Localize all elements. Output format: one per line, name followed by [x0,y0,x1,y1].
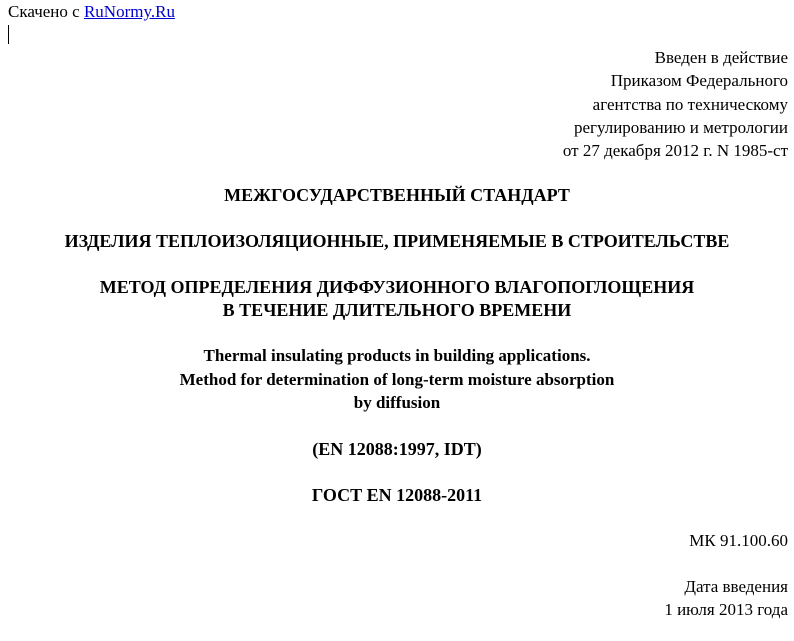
runormy-link[interactable]: RuNormy.Ru [83,2,175,21]
en-reference: (EN 12088:1997, IDT) [312,439,482,459]
gost-designation: ГОСТ EN 12088-2011 [311,485,483,505]
method-title-line-1: МЕТОД ОПРЕДЕЛЕНИЯ ДИФФУЗИОННОГО ВЛАГОПОГЛОЩЕНИЯ [99,277,695,297]
intro-date-label: Дата введения [684,577,788,596]
intro-line-1: Введен в действие [654,48,788,67]
english-title-line-1: Thermal insulating products in building applications. [203,346,591,365]
intro-line-5: от 27 декабря 2012 г. N 1985-ст [562,141,788,160]
english-title-line-2: Method for determination of long-term moisture absorption [179,370,615,389]
intro-line-4: регулированию и метрологии [573,118,788,137]
english-title-line-3: by diffusion [353,393,441,412]
text-cursor [8,25,9,44]
download-source [8,3,175,20]
mk-code: МК 91.100.60 [689,531,788,550]
intro-date-value: 1 июля 2013 года [664,600,788,619]
download-prefix: Скачено с [8,2,84,21]
standard-type-title: МЕЖГОСУДАРСТВЕННЫЙ СТАНДАРТ [224,185,570,205]
method-title-line-2: В ТЕЧЕНИЕ ДЛИТЕЛЬНОГО ВРЕМЕНИ [222,300,572,320]
intro-line-3: агентства по техническому [592,95,788,114]
products-title: ИЗДЕЛИЯ ТЕПЛОИЗОЛЯЦИОННЫЕ, ПРИМЕНЯЕМЫЕ В СТРОИТЕЛЬСТВЕ [64,231,730,251]
intro-line-2: Приказом Федерального [610,71,788,90]
